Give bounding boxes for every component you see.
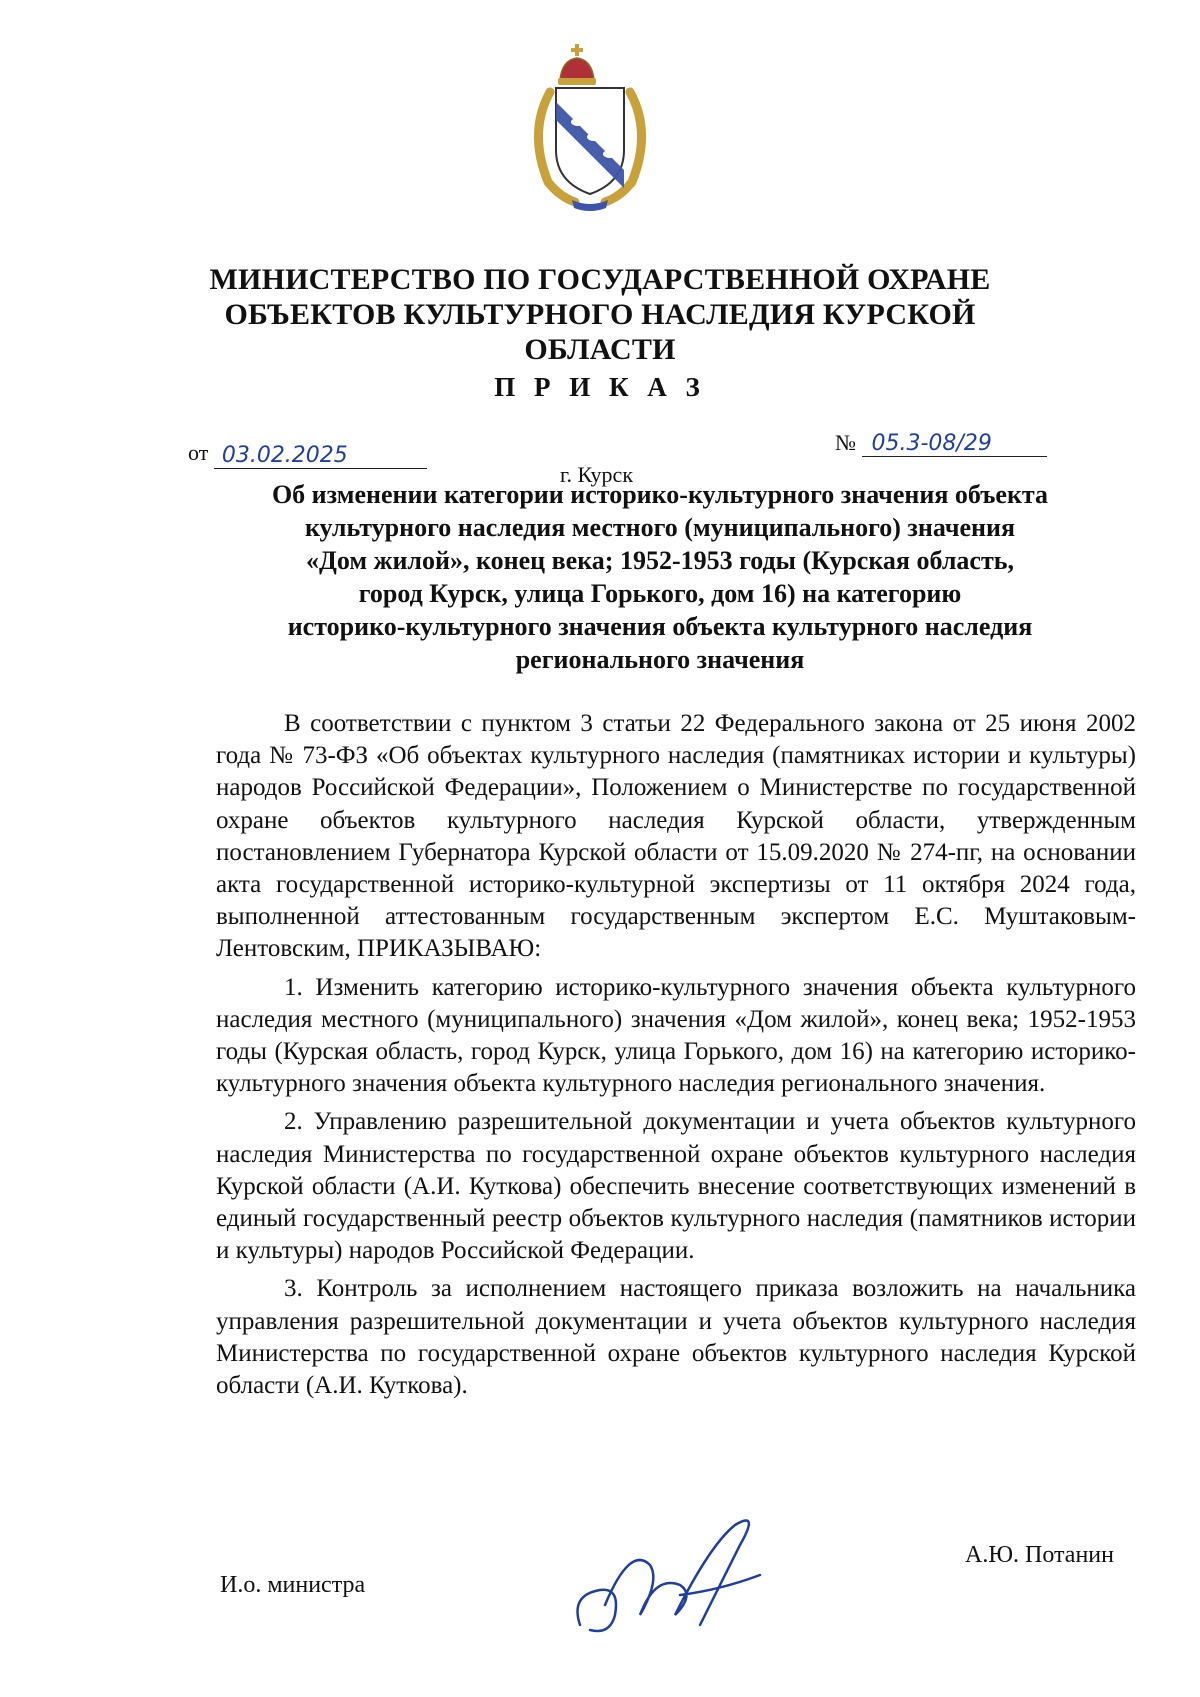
number-prefix: № [835,430,856,455]
signatory-name: А.Ю. Потанин [965,1542,1114,1568]
subject-line: город Курск, улица Горького, дом 16) на категорию [358,579,962,608]
subject-line: «Дом жилой», конец века; 1952-1953 годы (Курская область, [305,546,1014,575]
order-item-1: 1. Изменить категорию историко-культурного значения объекта культурного наследия местного (муниципального) значения «Дом жилой», конец века; 1952-1953 годы (Курская область, город Курск, улица Горького, дом 16) на категорию историко-культурного значения объекта культурного наследия регионального значения. [216,973,1136,1098]
handwritten-signature-icon [560,1505,780,1645]
order-title: П Р И К А З [494,372,706,402]
date-value: 03.02.2025 [221,443,348,468]
order-item-2: 2. Управлению разрешительной документации и учета объектов культурного наследия Министерства по государственной охране объектов культурного наследия Курской области (А.И. Куткова) обеспечить внесение соответствующих изменений в единый государственный реестр объектов культурного наследия (памятников истории и культуры) народов Российской Федерации. [216,1108,1136,1265]
kursk-coat-of-arms-icon [520,42,660,212]
order-number [835,430,1047,457]
preamble-paragraph: В соответствии с пунктом 3 статьи 22 Федерального закона от 25 июня 2002 года № 73-ФЗ «Об объектах культурного наследия (памятниках истории и культуры) народов Российской Федерации», Положением о Министерстве по государственной охране объектов культурного наследия Курской области, утвержденным постановлением Губернатора Курской области от 15.09.2020 № 274-пг, на основании акта государственной историко-культурной экспертизы от 11 октября 2024 года, выполненной аттестованным государственным экспертом Е.С. Муштаковым-Лентовским, ПРИКАЗЫВАЮ: [216,710,1136,963]
order-subject [220,478,1100,676]
signatory-role: И.о. министра [220,1572,366,1598]
subject-line: Об изменении категории историко-культурного значения объекта [271,480,1049,509]
order-body [216,708,1136,1402]
ministry-name-line1: МИНИСТЕРСТВО ПО ГОСУДАРСТВЕННОЙ ОХРАНЕ [209,263,991,296]
ministry-name-line2: ОБЪЕКТОВ КУЛЬТУРНОГО НАСЛЕДИЯ КУРСКОЙ ОБЛАСТИ [224,298,976,366]
city: г. Курск [560,462,634,487]
subject-line: культурного наследия местного (муниципального) значения [304,513,1016,542]
order-item-3: 3. Контроль за исполнением настоящего приказа возложить на начальника управления разрешительной документации и учета объектов культурного наследия Министерства по государственной охране объектов культурного наследия Курской области (А.И. Куткова). [216,1275,1136,1400]
ministry-name [150,262,1050,367]
date-prefix: от [188,440,209,465]
subject-line: регионального значения [515,645,805,674]
order-date [188,440,427,467]
subject-line: историко-культурного значения объекта культурного наследия [287,612,1033,641]
number-value: 05.3-08/29 [871,431,992,456]
